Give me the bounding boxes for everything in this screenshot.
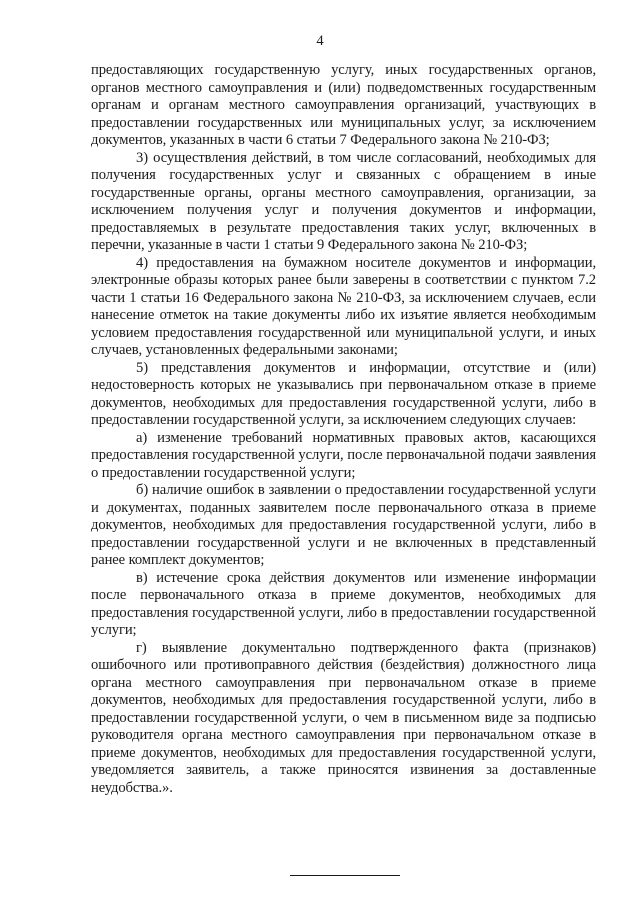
paragraph-subitem-a: а) изменение требований нормативных правовых актов, касающихся предоставления государственной услуги, после первоначальной подачи заявления о предоставлении государственной услуги; [91,429,596,481]
page-number: 4 [316,33,324,49]
paragraph-item-4: 4) предоставления на бумажном носителе документов и информации, электронные образы которых ранее были заверены в соответствии с пунктом 7.2 части 1 статьи 16 Федерального закона № 210-ФЗ, за исключением случаев, если нанесение отметок на такие документы либо их изъятие является необходимым условием предоставления государственной или муниципальной услуги, и иных случаев, установленных федеральными законами; [91,254,596,358]
paragraph-item-5: 5) представления документов и информации, отсутствие и (или) недостоверность которых не указывались при первоначальном отказе в приеме документов, необходимых для предоставления государственной услуги, либо в предоставлении государственной услуги, за исключением следующих случаев: [91,359,596,428]
footer-divider [290,875,400,876]
paragraph-continuation: предоставляющих государственную услугу, иных государственных органов, органов местного самоуправления и (или) подведомственных государственным органам и органам местного самоуправления организаций, участвующих в предоставлении государственных или муниципальных услуг, за исключением документов, указанных в части 6 статьи 7 Федерального закона № 210-ФЗ; [91,62,596,148]
document-body [91,62,596,797]
paragraph-subitem-b: б) наличие ошибок в заявлении о предоставлении государственной услуги и документах, поданных заявителем после первоначального отказа в приеме документов, необходимых для предоставления государственной услуги, либо в предоставлении государственной услуги и не включенных в представленный ранее комплект документов; [91,482,596,568]
paragraph-subitem-g: г) выявление документально подтвержденного факта (признаков) ошибочного или противоправного действия (бездействия) должностного лица органа местного самоуправления при первоначальном отказе в приеме документов, необходимых для предоставления государственной услуги, либо в предоставлении государственной услуги, о чем в письменном виде за подписью руководителя органа местного самоуправления при первоначальном отказе в приеме документов, необходимых для предоставления государственной услуги, уведомляется заявитель, а также приносятся извинения за доставленные неудобства.». [91,639,596,796]
paragraph-item-3: 3) осуществления действий, в том числе согласований, необходимых для получения государственных услуг и связанных с обращением в иные государственные органы, органы местного самоуправления, организации, за исключением получения услуг и получения документов и информации, предоставляемых в результате предоставления таких услуг, включенных в перечни, указанные в части 1 статьи 9 Федерального закона № 210-ФЗ; [91,149,596,253]
paragraph-subitem-v: в) истечение срока действия документов или изменение информации после первоначального отказа в приеме документов, необходимых для предоставления государственной услуги, либо в предоставлении государственной услуги; [91,569,596,638]
